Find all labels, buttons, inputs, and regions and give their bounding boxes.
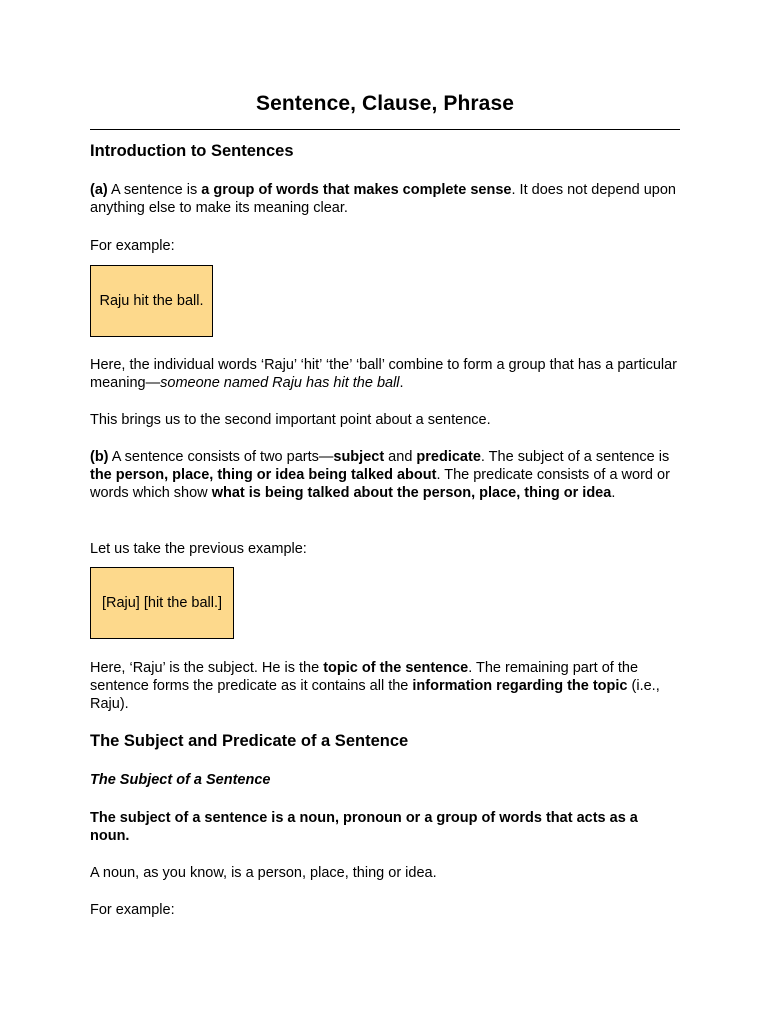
point-b-text-2: and — [384, 449, 417, 465]
raju-bold-1: topic of the sentence — [323, 660, 469, 676]
point-a-bold-1: a group of words that makes complete sense — [201, 182, 512, 198]
point-a-text-2: . It does not depend upon anything else to make its meaning clear. — [90, 182, 676, 216]
point-b-bold-predicate: predicate — [416, 449, 481, 465]
subject-subheading: The Subject of a Sentence — [90, 772, 271, 788]
raju-text-3: (i.e., Raju). — [90, 678, 660, 712]
point-b-text-4: . The predicate consists of a word or words which show — [90, 467, 670, 501]
raju-subject-paragraph — [90, 659, 680, 713]
point-a-paragraph — [90, 181, 680, 217]
point-b-text-1: A sentence consists of two parts— — [108, 449, 334, 465]
let-us-paragraph: Let us take the previous example: — [90, 541, 307, 557]
for-example-1: For example: — [90, 238, 175, 254]
point-b-text-5: . — [611, 485, 616, 501]
point-b-bold-3: the person, place, thing or idea being talked about — [90, 467, 437, 483]
point-a-text-1: A sentence is — [107, 182, 202, 198]
here-text-2: . — [399, 375, 404, 391]
subject-definition: The subject of a sentence is a noun, pronoun or a group of words that acts as a noun. — [90, 810, 638, 844]
here-paragraph — [90, 356, 680, 392]
point-b-paragraph — [90, 448, 680, 502]
here-italic: someone named Raju has hit the ball — [160, 375, 400, 391]
point-b-label: (b) — [90, 449, 109, 465]
example-box-1: Raju hit the ball. — [90, 265, 213, 337]
point-b-text-3: . The subject of a sentence is — [480, 449, 670, 465]
subject-predicate-heading: The Subject and Predicate of a Sentence — [90, 732, 409, 750]
noun-paragraph: A noun, as you know, is a person, place, thing or idea. — [90, 865, 437, 881]
title-rule — [90, 129, 680, 130]
here-text-1: Here, the individual words ‘Raju’ ‘hit’ ‘the’ ‘ball’ combine to form a group that has a particular meaning— — [90, 357, 678, 391]
point-b-bold-4: what is being talked about the person, place, thing or idea — [211, 485, 612, 501]
raju-text-1: Here, ‘Raju’ is the subject. He is the — [90, 660, 324, 676]
example-box-2: [Raju] [hit the ball.] — [90, 567, 234, 639]
for-example-2: For example: — [90, 902, 175, 918]
point-a-label: (a) — [90, 182, 108, 198]
point-b-bold-subject: subject — [333, 449, 385, 465]
intro-heading: Introduction to Sentences — [90, 142, 294, 160]
brings-paragraph: This brings us to the second important point about a sentence. — [90, 412, 491, 428]
page-title: Sentence, Clause, Phrase — [255, 92, 515, 115]
raju-text-2: . The remaining part of the sentence forms the predicate as it contains all the — [90, 660, 639, 694]
raju-bold-2: information regarding the topic — [412, 678, 628, 694]
